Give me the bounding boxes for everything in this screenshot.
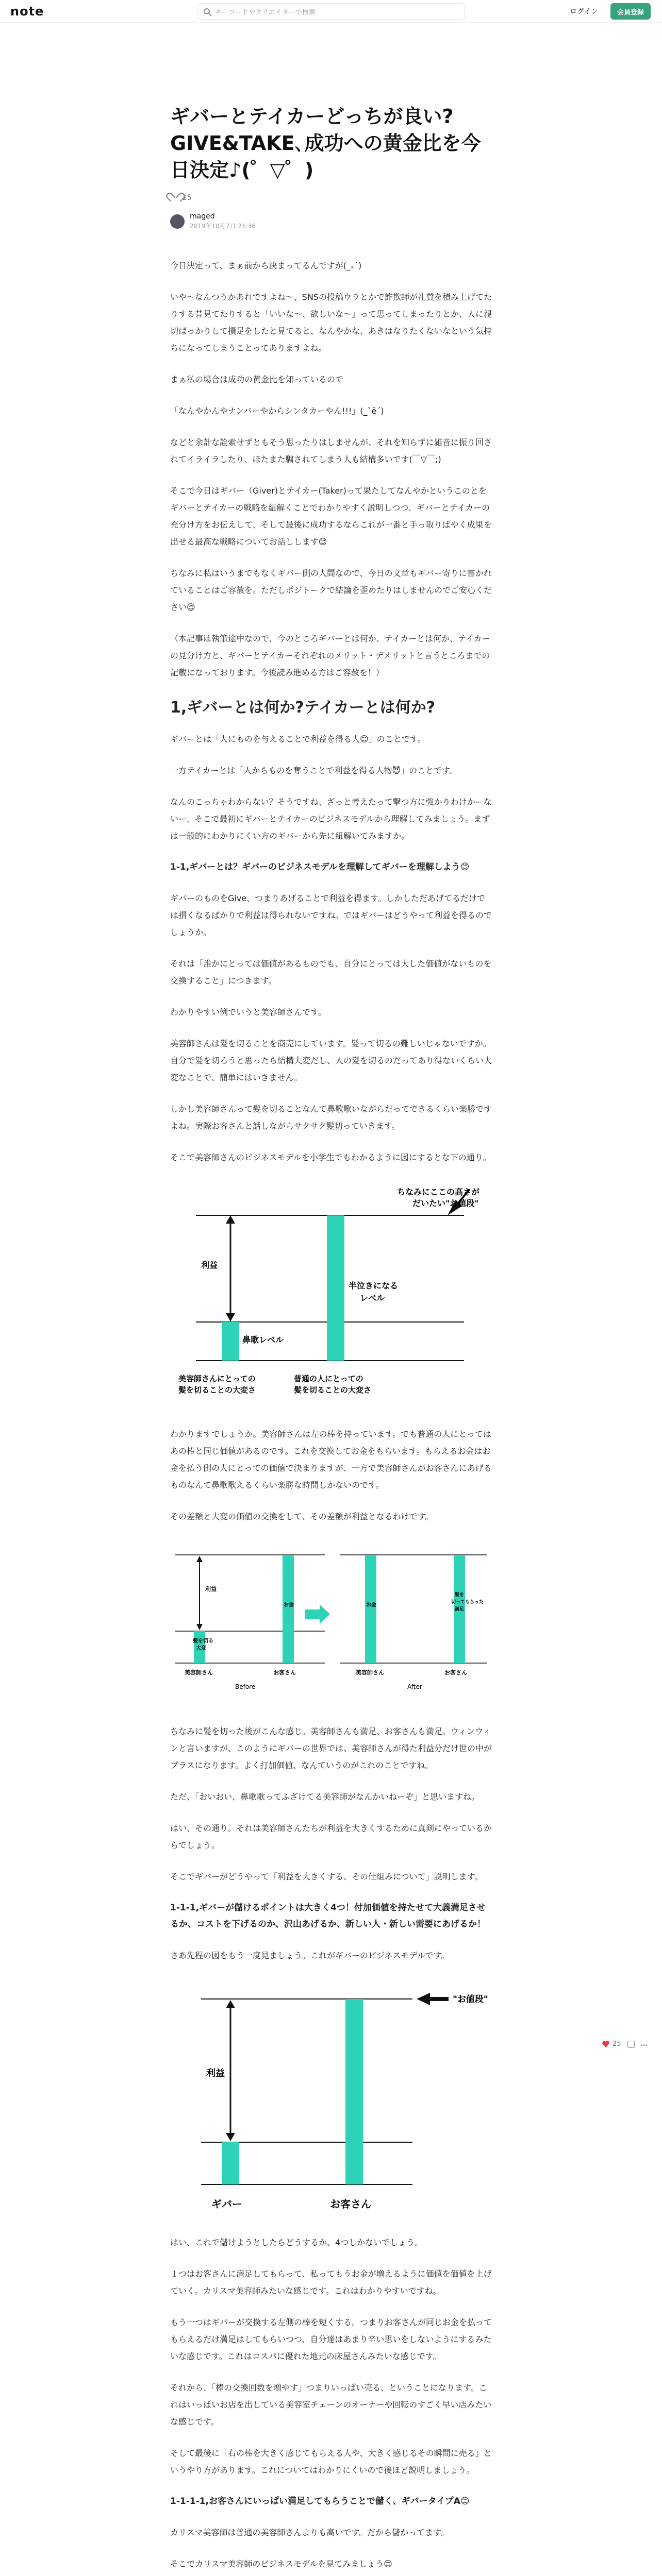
fig1-halfcry-line1: 半泣きになる [349,1281,399,1291]
more-menu-icon[interactable]: … [640,2040,648,2048]
like-count: 25 [183,194,192,202]
heart-icon[interactable] [170,194,178,202]
fig3-profit-label: 利益 [206,2068,225,2079]
fig1-hum-label: 鼻歌レベル [242,1335,284,1345]
paragraph: さあ先程の図をもう一度見ましょう。これがギバーのビジネスモデルです。 [170,1951,450,1960]
fig1-right-caption-1: 普通の人にとっての [294,1374,363,1383]
paragraph: そこで今日はギバー（Giver)とテイカー(Taker)って果たしてなんやかというこのとをギバーとテイカーの戦略を紐解くことでわかりやすく説明しつつ、ギバーとテイカーの充分け方をお伝えして、そして最後に成功するならこれが一番と手っ取りばやく成果を出せる最高な戦略についてお話しします😊 [170,486,492,547]
paragraph: 一方テイカーとは「人からものを奪うことで利益を得る人物😈」のことです。 [170,766,458,775]
fig2-cut-label-2: 切ってもらった [451,1600,484,1605]
figure-2-svg [170,1539,492,1704]
section-heading: 1,ギバーとは何か?テイカーとは何か? [170,699,436,717]
paragraph: などと余計な詮索せずともそう思ったりはしませんが、それを知らずに雑音に振り回されてイライラしたり、ほたまた騙されてしまう人も結構多いです(￣▽￣;) [170,437,492,464]
fig2-before-customer: お客さん [273,1669,296,1676]
search-icon [204,8,210,14]
fig1-left-caption-2: 髪を切ることの大変さ [178,1385,256,1395]
paragraph: しかし美容師さんって髪を切ることなんて鼻歌歌いながらだってできるくらい楽勝ですよね。実際お客さんと話しながらサクサク髪切っていきます。 [170,1104,492,1131]
paragraph: ちなみに私はいうまでもなくギバー側の人間なので、今日の文章もギバー寄りに書かれていることはご容赦を。ただしポジトークで結論を歪めたりはしませんのでご安心ください😌 [170,568,492,612]
fig1-annotation-line1: ちなみにここの高さが [397,1187,480,1197]
paragraph: わかりますでしょうか。美容師さんは左の棒を持っています。でも普通の人にとってはあの棒と同じ価値があるのです。これを交換してお金をもらいます。もらえるお金はお金を払う側の人にとっての価値で決まりますが、一方で美容師さんがお客さんにあげるものなんて鼻歌歌えるくらい楽勝な時間しかないのです。 [170,1429,492,1490]
paragraph: そこでカリスマ美容師のビジネスモデルを見てみましょう😊 [170,2559,392,2569]
paragraph: はい、これで儲けようとしたらどうするか、4つしかないでしょう。 [170,2238,423,2247]
fig2-after-hairdresser: 美容師さん [356,1669,384,1676]
floating-actions [602,2040,648,2048]
paragraph: （本記事は執筆途中なので、今のところギバーとは何か、テイカーとは何か、テイカーの見分け方と、ギバーとテイカーそれぞれのメリット・デメリットと言うところまでの記載になっております。今後読み進める方はご容赦を！） [170,634,490,677]
fig2-cut-label-3: 満足 [455,1607,465,1612]
paragraph: ちなみに髪を切った後がこんな感じ。美容師さんも満足、お客さんも満足。ウィンウィンと言いますが、このようにギバーの世界では、美容師さんが得た利益分だけ世の中がプラスになります。よく打加価値、なんていうのがこれのことですね。 [170,1726,492,1770]
figure-1-svg [170,1180,492,1407]
article-stats [170,194,492,202]
paragraph: はい、その通り。それは美容師さんたちが利益を大きくするために真剣にやっているからでしょう。 [170,1823,492,1850]
paragraph: いや〜なんつうかあれですよね〜、SNSの投稿ウラとかで詐欺師が礼賛を積み上げてたりする昔見てたりすると「いいな〜、欲しいな〜」って思ってしまったりとか、人に親切ぱっかりして損足をしたと見てると、なんやかな、あきはなりたくないなという気持ちになってしまうことってありますよね。 [170,292,492,353]
search-input[interactable] [197,3,465,20]
publish-date: 2019年10月7日 21:36 [190,223,256,230]
note-logo[interactable]: note [10,4,44,19]
paragraph: それは「誰かにとっては価値があるものでも、自分にとっては大した価値がないものを交換すること」につきます。 [170,959,492,986]
site-header [0,0,662,23]
subsection-heading: 1-1-1,ギバーが儲けるポイントは大きく4つ！付加価値を持たせて大義満足させるか、コストを下げるのか、沢山あげるか、新しい人・新しい需要にあげるか！ [170,1903,486,1929]
fig2-before-label: Before [235,1683,256,1690]
fig3-giver-label: ギバー [211,2198,242,2210]
paragraph: なんのこっちゃわからない？そうですね、ざっと考えたって撃つ方に強かりわけかーないー、そこで最初にギバーとテイカーのビジネスモデルから理解してみましょう。まずは一般的にわかりにくい方のギバーから先に紐解いてみますか。 [170,797,492,841]
paragraph: わかりやすい例でいうと美容師さんです。 [170,1007,326,1017]
paragraph: その差額と大変の価値の交換をして、その差額が利益となるわけです。 [170,1512,434,1521]
paragraph: １つはお客さんに満足してもらって、私ってもうお金が増えるように価値を価値を上げていく。カリスマ美容師みたいな感じです。これはわかりやすいですね。 [170,2269,492,2296]
fig1-annotation-line2: だいたい"お値段" [412,1198,479,1208]
fig1-left-caption-1: 美容師さんにとっての [178,1374,256,1383]
fig2-after-label: After [407,1683,422,1690]
paragraph: まぁ私の場合は成功の黄金比を知っているので [170,375,344,384]
subsection-heading: 1-1-1-1,お客さんにいっぱい満足してもらうことで儲く、ギバータイプA😊 [170,2496,470,2506]
figure-3-svg [170,1978,492,2215]
search-placeholder: キーワードやクリエイターで検索 [215,8,316,16]
paragraph: それから、「棒の交換回数を増やす」つまりいっぱい売る、ということになります。これはいっぱいお店を出している美容室チェーンのオーナーや回転のすごく早い店みたいな感じです。 [170,2383,492,2427]
figure-hairdresser-model [170,1180,492,1409]
paragraph: そこでギバーがどうやって「利益を大きくする、その仕組みについて」説明します。 [170,1872,483,1882]
paragraph: そして最後に「右の棒を大きく感じてもらえる人や、大きく感じるその瞬間に売る」というやり方があります。これについてはわかりにくいので後ほど説明しましょう。 [170,2448,492,2475]
fig2-before-hairdresser: 美容師さん [185,1669,213,1676]
login-link[interactable]: ログイン [570,8,599,16]
fig3-price-label: "お値段" [453,1994,488,2005]
fig1-halfcry-line2: レベル [360,1293,385,1303]
fig2-after-customer: お客さん [444,1669,467,1676]
figure-giver-model [170,1978,492,2217]
article-title: ギバーとテイカーどっちが良い?GIVE&TAKE､成功への黄金比を今日決定♪(゜▽゜) [170,105,481,181]
fig3-customer-label: お客さん [330,2198,371,2210]
fig1-profit-label: 利益 [201,1260,218,1270]
fig1-right-caption-2: 髪を切ることの大変さ [294,1385,372,1395]
fig2-hair-label-2: 大変 [196,1646,206,1651]
fig2-hair-label-1: 髪を切る [193,1638,213,1644]
paragraph: ただ、「おいおい、鼻歌歌ってふざけてる美容師がなんかいねーぞ」と思いますね。 [170,1792,480,1802]
paragraph: 美容師さんは髪を切ることを商売にしています。髪って切るの難しいじゃないですか。自分で髪を切ろうと思ったら結構大変だし、人の髪を切るのだってあり得ないくらい大変なことで、簡単にはいきません。 [170,1039,492,1082]
figure-before-after [170,1539,492,1706]
signup-button[interactable]: 会員登録 [610,3,651,20]
paragraph: ギバーのものをGive、つまりあげることで利益を得ます。しかしただあげてるだけでは損くなるばかりで利益は得られないですね。ではギバーはどうやって利益を得るのでしょうか。 [170,893,492,937]
paragraph: 「なんやかんやナンバーやからシンタカーやん!!!」(_`ё´) [170,406,384,416]
paragraph: カリスマ美容師は普通の美容師さんよりも高いです。だから儲かってます。 [170,2528,449,2537]
share-icon[interactable] [627,2041,635,2048]
like-heart-icon[interactable] [602,2041,609,2048]
fig2-profit-label: 利益 [205,1586,217,1592]
paragraph: ギバーとは「人にものを与えることで利益を得る人😊」のことです。 [170,734,426,744]
author-name[interactable]: maged [190,212,215,221]
paragraph: もう一つはギバーが交換する左側の棒を短くする。つまりお客さんが同じお金を払ってもらえるだけ満足はしてもらいつつ、自分達はあまり辛い思いをしないようにするみたいな感じです。これはコスパに優れた地元の床屋さんみたいな感じです。 [170,2317,492,2361]
paragraph: 今日決定って、まぁ前から決まってるんですが(_ₓ´) [170,261,362,270]
floating-like-count: 25 [613,2040,621,2048]
paragraph: そこで美容師さんのビジネスモデルを小学生でもわかるように図にするとな下の通り。 [170,1153,491,1162]
fig2-money-label-after: お金 [366,1602,376,1608]
subsection-heading: 1-1,ギバーとは？ギバーのビジネスモデルを理解してギバーを理解しよう😊 [170,862,470,872]
fig2-money-label-before: お金 [284,1602,294,1608]
fig2-cut-label-1: 髪を [455,1592,465,1598]
author-block[interactable] [170,212,492,230]
article [170,103,492,2576]
avatar[interactable] [170,214,185,229]
